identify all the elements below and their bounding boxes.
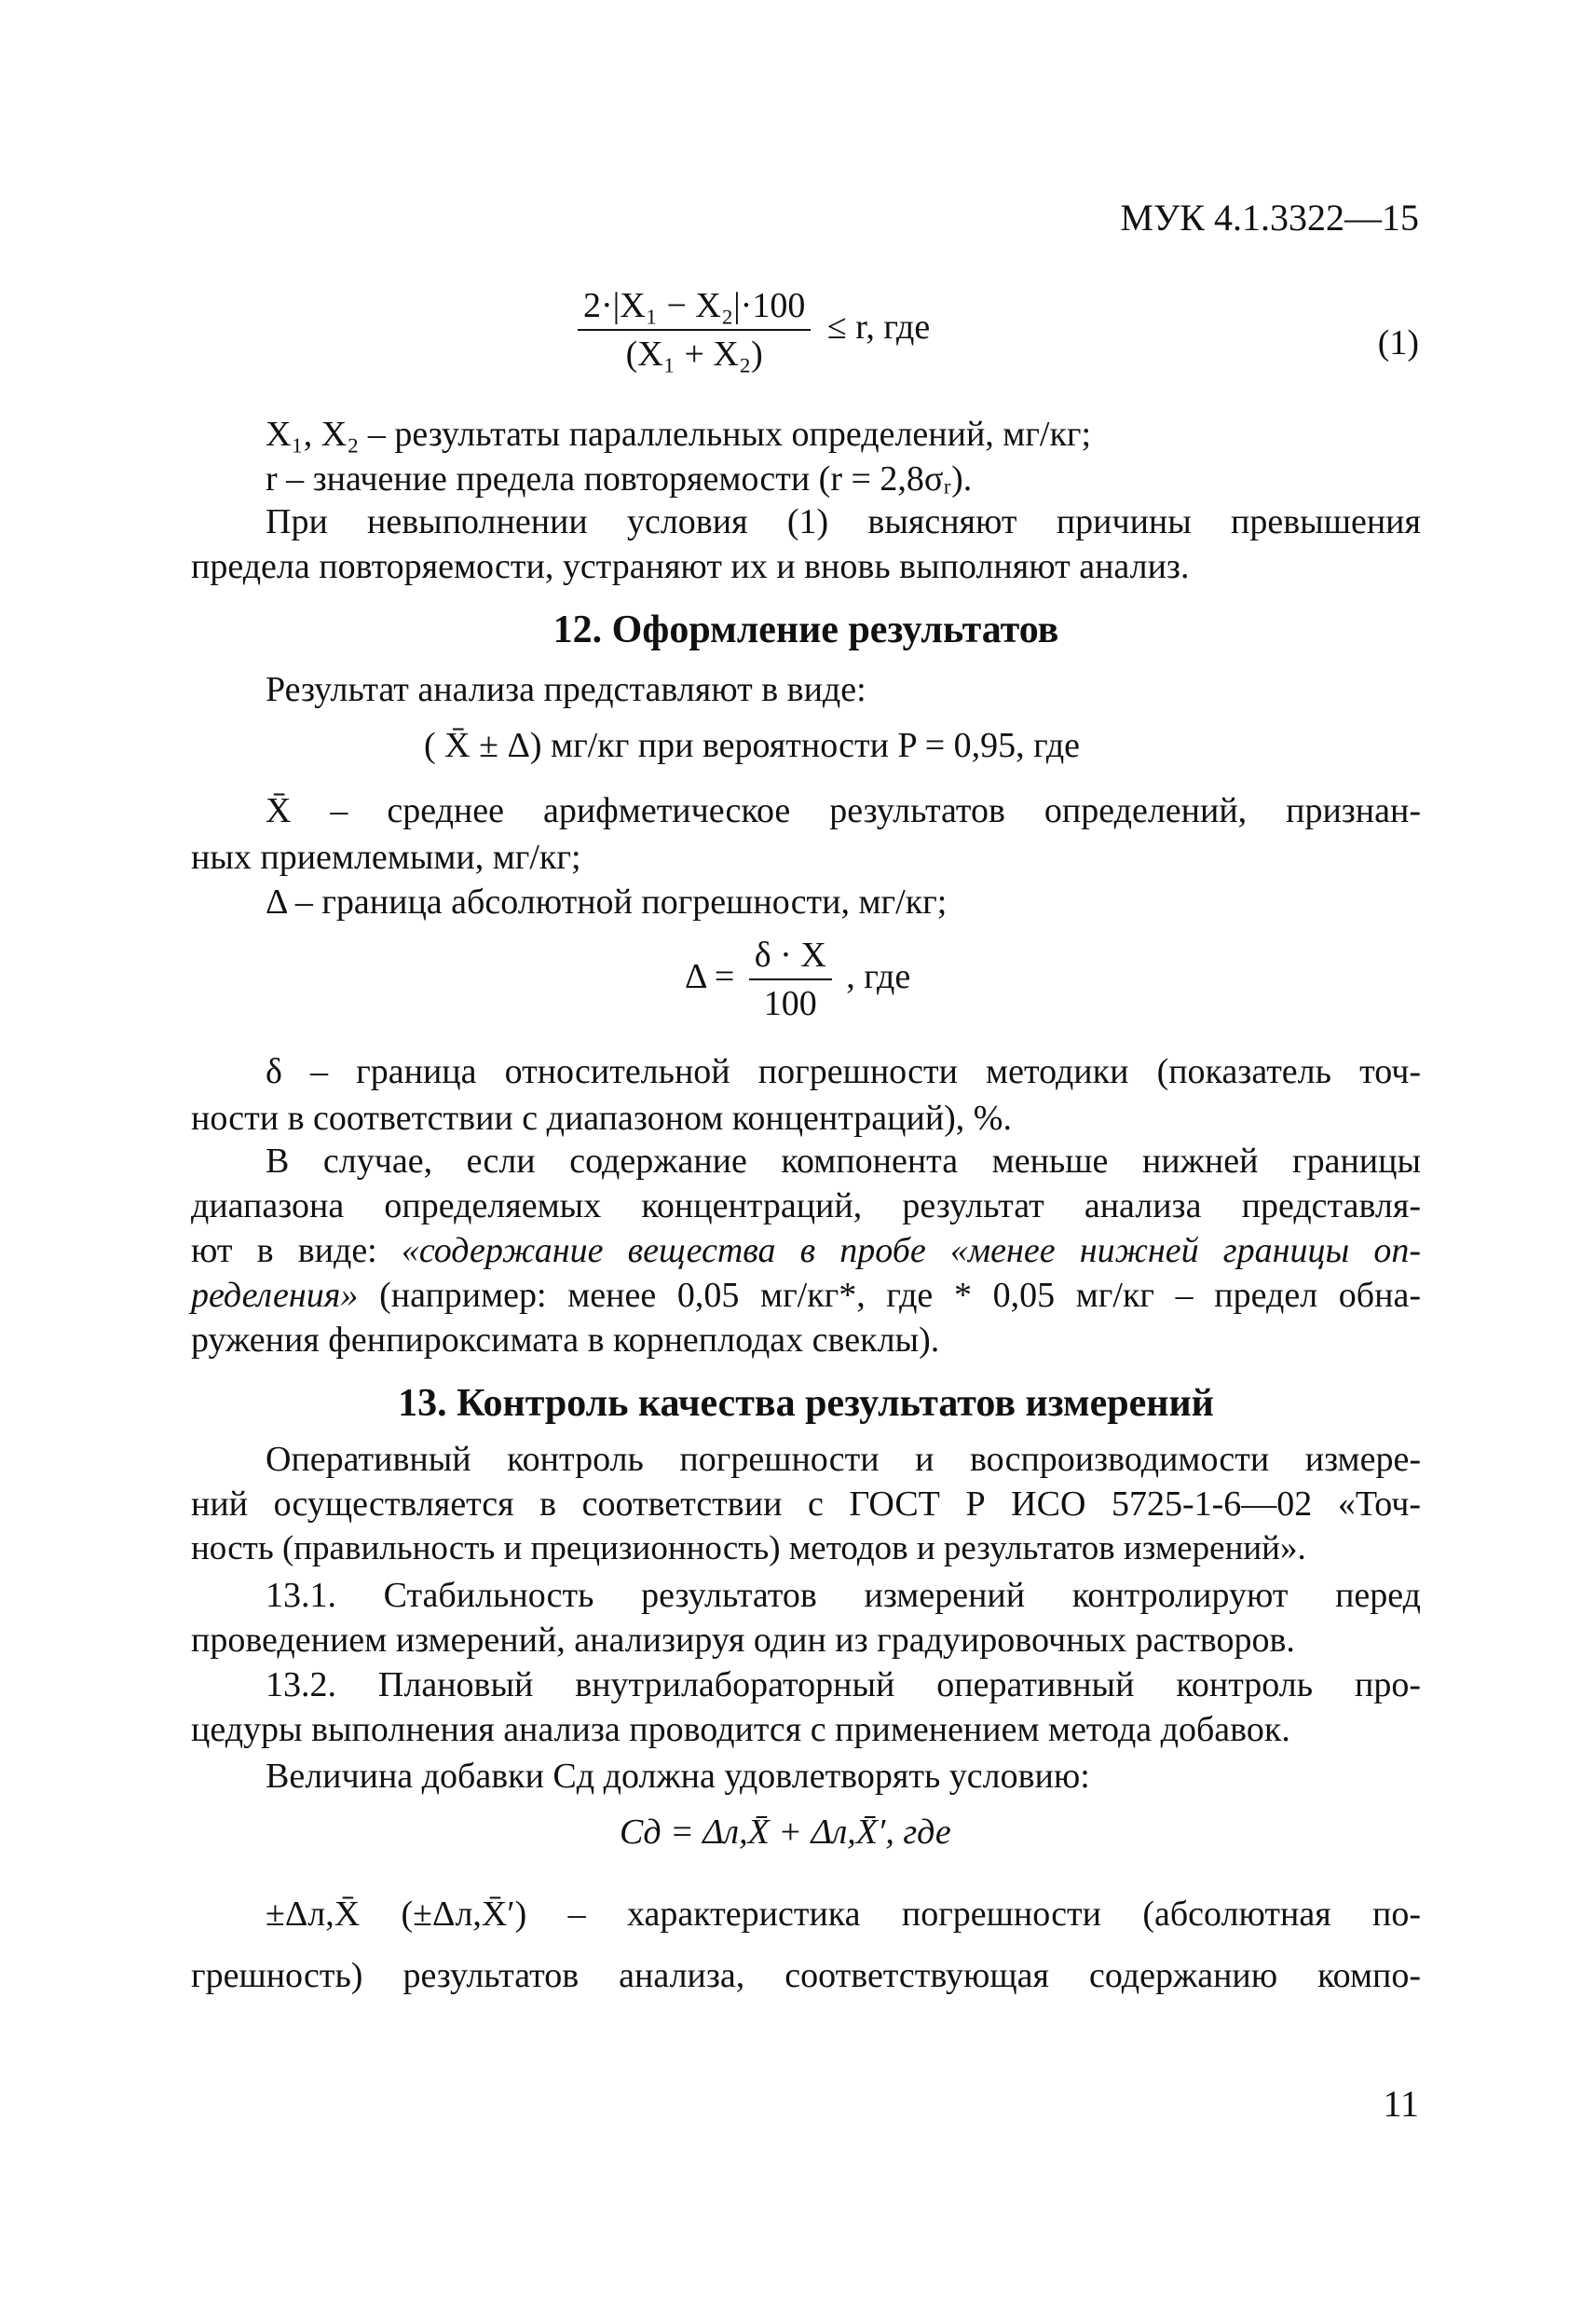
- case-line5: ружения фенпироксимата в корнеплодах свеклы).: [191, 1320, 940, 1360]
- section-13-heading: 13. Контроль качества результатов измерений: [398, 1382, 1214, 1425]
- case-line4-italic: ределения»: [191, 1276, 359, 1315]
- result-intro: Результат анализа представляют в виде:: [266, 670, 866, 709]
- para-failure-line1: При невыполнении условия (1) выясняют причины превышения: [266, 502, 1421, 541]
- delta-rel-line1: δ – граница относительной погрешности методики (показатель точ-: [266, 1052, 1421, 1091]
- xbar-def-line2: ных приемлемыми, мг/кг;: [191, 838, 581, 877]
- case-line4-b: (например: менее 0,05 мг/кг*, где * 0,05 мг/кг – предел обна-: [358, 1276, 1421, 1315]
- cd-formula: Cд = Δл,X̄ + Δл,X̄′, где: [620, 1813, 951, 1852]
- op-line1: Оперативный контроль погрешности и воспроизводимости измере-: [266, 1440, 1421, 1479]
- p131-line2: проведением измерений, анализируя один из градуировочных растворов.: [191, 1621, 1295, 1660]
- def-x1-x2: X₁, X₂ – результаты параллельных определений, мг/кг;: [266, 415, 1092, 454]
- formula-repeatability: [578, 284, 930, 376]
- formula-tail: ≤ r, где: [826, 307, 931, 347]
- formula-numerator: 2·|X₁ − X₂|·100: [578, 284, 811, 331]
- formula-denominator: (X₁ + X₂): [625, 335, 763, 374]
- case-line4: [191, 1273, 1421, 1318]
- result-expression: ( X̄ ± Δ) мг/кг при вероятности P = 0,95, где: [424, 726, 1081, 765]
- case-line3: [191, 1228, 1421, 1273]
- delta-formula-tail: , где: [846, 956, 911, 996]
- delta-rel-line2: ности в соответствии с диапазоном концентраций), %.: [191, 1099, 1012, 1138]
- char-line1: ±Δл,X̄ (±Δл,X̄′) – характеристика погрешности (абсолютная по-: [266, 1895, 1421, 1934]
- p131-line1: 13.1. Стабильность результатов измерений контролируют перед: [266, 1576, 1421, 1615]
- case-line3-a: ют в виде:: [191, 1231, 402, 1270]
- additive-condition: Величина добавки Cд должна удовлетворять условию:: [266, 1757, 1090, 1796]
- def-r: r – значение предела повторяемости (r = 2,8σᵣ).: [266, 459, 973, 499]
- case-line1: В случае, если содержание компонента меньше нижней границы: [266, 1142, 1421, 1181]
- page-number: 11: [1383, 2083, 1419, 2125]
- case-line2: диапазона определяемых концентраций, результат анализа представля-: [191, 1186, 1421, 1225]
- xbar-def-line1: X̄ – среднее арифметическое результатов определений, признан-: [266, 791, 1421, 830]
- formula-fraction: [578, 284, 811, 376]
- delta-formula-lhs: Δ =: [685, 956, 735, 996]
- op-line3: ность (правильность и прецизионность) методов и результатов измерений».: [191, 1529, 1306, 1567]
- op-line2: ний осуществляется в соответствии с ГОСТ Р ИСО 5725-1-6—02 «Точ-: [191, 1484, 1421, 1524]
- case-line3-italic: «содержание вещества в пробе «менее нижней границы оп-: [401, 1231, 1421, 1270]
- document-code: МУК 4.1.3322—15: [1120, 197, 1419, 239]
- delta-abs-def: Δ – граница абсолютной погрешности, мг/кг;: [266, 882, 948, 922]
- p132-line1: 13.2. Плановый внутрилабораторный оперативный контроль про-: [266, 1665, 1421, 1704]
- char-line2: грешность) результатов анализа, соответствующая содержанию компо-: [191, 1956, 1421, 1995]
- p132-line2: цедуры выполнения анализа проводится с применением метода добавок.: [191, 1710, 1290, 1749]
- para-failure-line2: предела повторяемости, устраняют их и вновь выполняют анализ.: [191, 547, 1190, 586]
- delta-formula: [685, 934, 910, 1025]
- formula-number: (1): [1377, 323, 1419, 363]
- section-12-heading: 12. Оформление результатов: [552, 609, 1059, 651]
- delta-fraction: [749, 934, 832, 1025]
- delta-numerator: δ · X: [749, 934, 832, 980]
- delta-denominator: 100: [763, 984, 817, 1023]
